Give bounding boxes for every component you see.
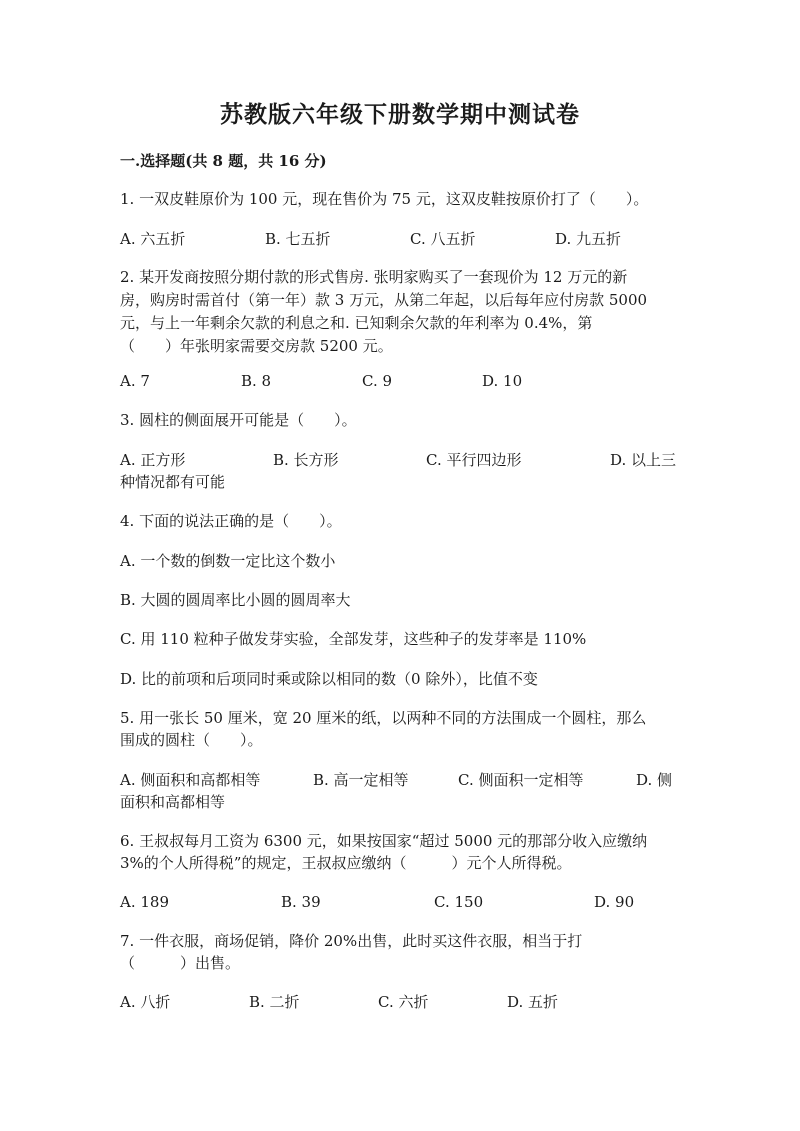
option-b: B. 长方形 bbox=[273, 451, 339, 469]
option-c: C. 平行四边形 bbox=[426, 451, 522, 469]
question-4-option-b: B. 大圆的圆周率比小圆的圆周率大 bbox=[120, 591, 351, 609]
question-4-option-d: D. 比的前项和后项同时乘或除以相同的数（0 除外），比值不变 bbox=[120, 670, 538, 688]
option-c: C. 侧面积一定相等 bbox=[458, 771, 584, 789]
option-a: A. 六五折 bbox=[120, 230, 186, 248]
option-a: A. 7 bbox=[120, 372, 150, 390]
option-c: C. 八五折 bbox=[410, 230, 476, 248]
option-d: D. 以上三 bbox=[610, 451, 677, 469]
document-title: 苏教版六年级下册数学期中测试卷 bbox=[220, 101, 580, 128]
question-7-stem-line-1: 7. 一件衣服，商场促销，降价 20%出售，此时买这件衣服，相当于打 bbox=[120, 932, 583, 950]
option-a: A. 八折 bbox=[120, 993, 171, 1011]
question-4-option-c: C. 用 110 粒种子做发芽实验，全部发芽，这些种子的发芽率是 110% bbox=[120, 630, 587, 648]
option-b: B. 高一定相等 bbox=[313, 771, 409, 789]
question-2-stem-line-2: 房，购房时需首付（第一年）款 3 万元，从第二年起，以后每年应付房款 5000 bbox=[120, 291, 648, 309]
question-2-stem-line-3: 元，与上一年剩余欠款的利息之和. 已知剩余欠款的年利率为 0.4%，第 bbox=[120, 314, 593, 332]
question-4-option-a: A. 一个数的倒数一定比这个数小 bbox=[120, 552, 336, 570]
question-6-stem-line-2: 3%的个人所得税”的规定，王叔叔应缴纳（ ）元个人所得税。 bbox=[120, 854, 572, 872]
option-c: C. 150 bbox=[434, 893, 484, 911]
question-5-stem-line-1: 5. 用一张长 50 厘米，宽 20 厘米的纸，以两种不同的方法围成一个圆柱，那么 bbox=[120, 709, 647, 727]
option-d: D. 侧 bbox=[636, 771, 673, 789]
option-d: D. 五折 bbox=[507, 993, 559, 1011]
option-a: A. 侧面积和高都相等 bbox=[120, 771, 261, 789]
option-a: A. 正方形 bbox=[120, 451, 186, 469]
option-b: B. 二折 bbox=[249, 993, 300, 1011]
question-3-stem: 3. 圆柱的侧面展开可能是（ ）。 bbox=[120, 411, 357, 429]
option-d: D. 90 bbox=[594, 893, 635, 911]
option-c: C. 六折 bbox=[378, 993, 429, 1011]
option-d: D. 10 bbox=[482, 372, 523, 390]
question-2-stem-line-4: （ ）年张明家需要交房款 5200 元。 bbox=[120, 337, 393, 355]
question-2-stem-line-1: 2. 某开发商按照分期付款的形式售房. 张明家购买了一套现价为 12 万元的新 bbox=[120, 268, 628, 286]
section-heading: 一.选择题(共 8 题，共 16 分) bbox=[120, 152, 327, 170]
question-7-stem-line-2: （ ）出售。 bbox=[120, 954, 241, 972]
question-5-stem-line-2: 围成的圆柱（ ）。 bbox=[120, 731, 263, 749]
option-b: B. 8 bbox=[241, 372, 272, 390]
option-c: C. 9 bbox=[362, 372, 393, 390]
option-a: A. 189 bbox=[120, 893, 169, 911]
option-b: B. 七五折 bbox=[265, 230, 331, 248]
question-3-option-d-continued: 种情况都有可能 bbox=[120, 473, 226, 491]
option-b: B. 39 bbox=[281, 893, 321, 911]
question-6-stem-line-1: 6. 王叔叔每月工资为 6300 元，如果按国家“超过 5000 元的那部分收入应缴纳 bbox=[120, 832, 648, 850]
question-4-stem: 4. 下面的说法正确的是（ ）。 bbox=[120, 512, 342, 530]
question-5-option-d-continued: 面积和高都相等 bbox=[120, 793, 226, 811]
question-1-stem: 1. 一双皮鞋原价为 100 元，现在售价为 75 元，这双皮鞋按原价打了（ ）。 bbox=[120, 190, 649, 208]
option-d: D. 九五折 bbox=[555, 230, 622, 248]
